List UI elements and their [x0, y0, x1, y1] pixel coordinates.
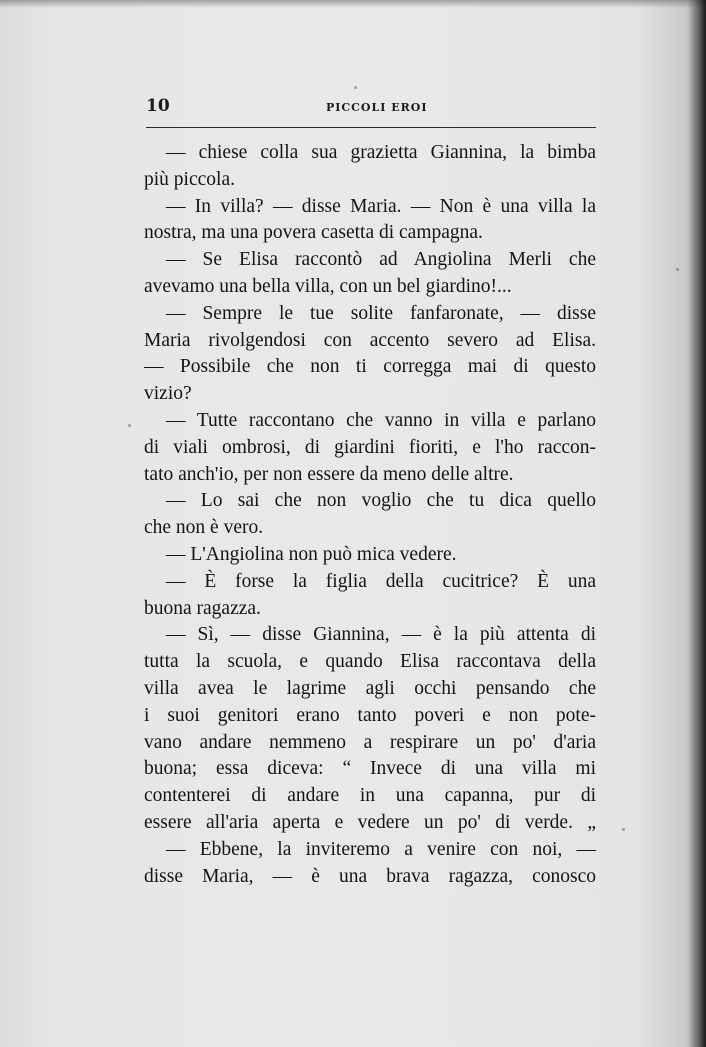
text-line: disse Maria, — è una brava ragazza, conosco — [144, 865, 596, 887]
text-line: avevamo una bella villa, con un bel giardino!... — [144, 275, 512, 297]
text-line: — Se Elisa raccontò ad Angiolina Merli che — [166, 249, 596, 271]
text-line: nostra, ma una povera casetta di campagna. — [144, 222, 483, 244]
header-rule — [146, 127, 596, 128]
paper-speck — [128, 424, 131, 427]
text-line: buona; essa diceva: “ Invece di una villa mi — [144, 758, 596, 780]
page-number: 10 — [146, 96, 170, 116]
text-line: contenterei di andare in una capanna, pur di — [144, 785, 596, 807]
body-text — [144, 140, 596, 890]
text-line: — Lo sai che non voglio che tu dica quello — [166, 490, 596, 512]
text-line: — chiese colla sua grazietta Giannina, la bimba — [166, 142, 596, 163]
page-top-edge — [0, 0, 706, 8]
text-line: i suoi genitori erano tanto poveri e non pote- — [144, 704, 596, 726]
text-line: essere all'aria aperta e vedere un po' di verde. „ — [144, 811, 596, 833]
text-line: — Sì, — disse Giannina, — è la più attenta di — [166, 624, 596, 646]
text-line: buona ragazza. — [144, 597, 261, 619]
text-line: vizio? — [144, 383, 192, 405]
paper-speck — [354, 86, 357, 89]
text-line: — Sempre le tue solite fanfaronate, — disse — [166, 302, 596, 324]
text-line: — Ebbene, la inviteremo a venire con noi, — — [166, 838, 596, 860]
text-line: tutta la scuola, e quando Elisa raccontava della — [144, 651, 596, 673]
text-line: — Tutte raccontano che vanno in villa e parlano — [166, 409, 596, 431]
running-header — [146, 96, 598, 120]
text-line: Maria rivolgendosi con accento severo ad Elisa. — [144, 329, 596, 351]
book-title: PICCOLI EROI — [326, 101, 428, 114]
text-line: che non è vero. — [144, 517, 264, 539]
text-line: tato anch'io, per non essere da meno delle altre. — [144, 463, 514, 485]
text-line: di viali ombrosi, di giardini fioriti, e l'ho raccon- — [144, 436, 596, 458]
text-line: più piccola. — [144, 168, 235, 190]
text-line: — È forse la figlia della cucitrice? È una — [166, 570, 596, 592]
text-line: — L'Angiolina non può mica vedere. — [166, 543, 457, 565]
paper-speck — [622, 828, 625, 831]
text-line: vano andare nemmeno a respirare un po' d'aria — [144, 731, 596, 753]
text-line: — In villa? — disse Maria. — Non è una villa la — [166, 195, 596, 217]
text-line: — Possibile che non ti corregga mai di questo — [144, 356, 596, 378]
text-line: villa avea le lagrime agli occhi pensando che — [144, 677, 596, 699]
paper-speck — [676, 268, 679, 271]
